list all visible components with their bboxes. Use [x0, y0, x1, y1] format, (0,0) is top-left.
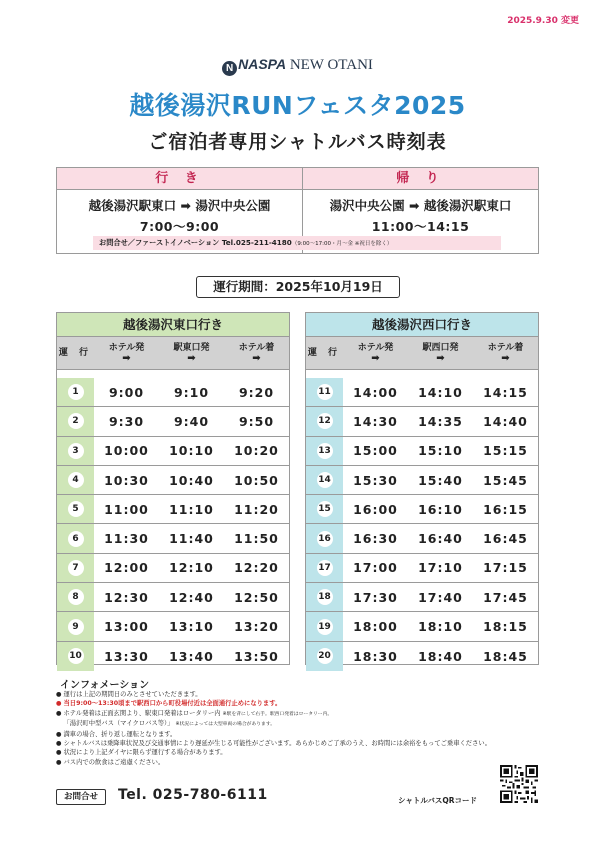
time-cell: 12:50: [234, 589, 279, 605]
table-row: [57, 437, 289, 466]
time-cell: 10:40: [169, 472, 214, 488]
qr-code-icon[interactable]: [500, 765, 538, 803]
col-hotel-arrive: [224, 337, 289, 369]
time-cell: 9:50: [238, 413, 275, 429]
arrow-right-icon: ➡: [187, 353, 196, 364]
bullet-icon: ●: [56, 749, 62, 757]
west-table-header: [306, 337, 538, 370]
col-hotel-depart: [343, 337, 408, 369]
time-cell: 18:30: [353, 648, 398, 664]
time-cell: 9:40: [173, 413, 210, 429]
time-cell: 17:15: [483, 560, 528, 576]
table-row: [57, 612, 289, 641]
table-row: [306, 642, 538, 671]
col-label: ホテル着: [238, 343, 275, 353]
col-label: 駅西口発: [422, 343, 459, 353]
info-text: バス内での飲食はご遠慮ください。: [63, 758, 165, 766]
time-cell: 15:00: [353, 443, 398, 459]
table-row: [57, 495, 289, 524]
operation-period: 運行期間：2025年10月19日: [196, 276, 400, 298]
time-cell: 17:40: [418, 589, 463, 605]
info-text: 「湯沢町中型バス（マイクロバス等）」: [63, 720, 174, 728]
arrow-right-icon: ➡: [501, 353, 510, 364]
col-station-depart: [408, 337, 473, 369]
east-table-body: [57, 378, 289, 671]
table-row: [306, 378, 538, 407]
run-number: 5: [68, 501, 84, 517]
info-item: [56, 758, 556, 767]
time-cell: 12:40: [169, 589, 214, 605]
run-number: 16: [317, 531, 333, 547]
qr-label: シャトルバスQRコード: [398, 796, 477, 805]
run-number: 15: [317, 501, 333, 517]
table-row: [306, 612, 538, 641]
time-cell: 15:45: [483, 472, 528, 488]
time-cell: 13:10: [169, 619, 214, 635]
time-cell: 9:30: [108, 413, 145, 429]
table-row: [57, 554, 289, 583]
run-number: 6: [68, 531, 84, 547]
run-number: 12: [317, 413, 333, 429]
time-cell: 11:30: [104, 531, 149, 547]
bullet-icon: ●: [56, 691, 62, 698]
table-row: [57, 642, 289, 671]
time-cell: 14:10: [418, 384, 463, 400]
time-cell: 13:40: [169, 648, 214, 664]
bullet-icon: ●: [56, 740, 62, 748]
info-text: シャトルバスは乗降車状況及び交通事情により遅延が生じる可能性がございます。あらかじめご了承のうえ、お時間には余裕をもってご乗車ください。: [63, 740, 491, 748]
info-item-closure: [56, 699, 556, 708]
bullet-icon: ●: [56, 758, 62, 766]
col-hotel-depart: [94, 337, 159, 369]
contact-phone[interactable]: Tel. 025-780-6111: [118, 787, 268, 803]
outbound-heading: 行 き: [57, 168, 302, 190]
return-heading: 帰 り: [303, 168, 538, 190]
return-route: 湯沢中央公園 ➡ 越後湯沢駅東口: [329, 198, 512, 213]
time-cell: 18:40: [418, 648, 463, 664]
time-cell: 13:20: [234, 619, 279, 635]
run-number: 8: [68, 589, 84, 605]
run-number: 14: [317, 472, 333, 488]
run-number: 4: [68, 472, 84, 488]
run-number: 18: [317, 589, 333, 605]
time-cell: 16:15: [483, 501, 528, 517]
time-cell: 13:50: [234, 648, 279, 664]
run-number: 3: [68, 443, 84, 459]
time-cell: 14:40: [483, 413, 528, 429]
info-item: [56, 719, 556, 729]
info-text: ホテル発着は正面玄関より、駅東口発着はロータリー内: [63, 709, 221, 717]
run-number: 20: [317, 648, 333, 664]
logo-name: NEW OTANI: [289, 57, 373, 73]
table-row: [57, 466, 289, 495]
time-cell: 15:30: [353, 472, 398, 488]
run-number: 13: [317, 443, 333, 459]
info-note: ※状況によっては大型車両の場合があります。: [175, 722, 276, 728]
time-cell: 18:00: [353, 619, 398, 635]
inquiry-text: お問合せ／ファーストイノベーション Tel.025-211-4180: [99, 238, 292, 247]
table-row: [57, 407, 289, 436]
west-table-body: [306, 378, 538, 671]
time-cell: 15:15: [483, 443, 528, 459]
revision-date: 2025.9.30 変更: [507, 16, 579, 26]
time-cell: 12:10: [169, 560, 214, 576]
time-cell: 11:50: [234, 531, 279, 547]
arrow-right-icon: ➡: [252, 353, 261, 364]
time-cell: 11:10: [169, 501, 214, 517]
bullet-icon: ●: [56, 709, 62, 717]
run-number: 19: [317, 619, 333, 635]
time-cell: 16:45: [483, 531, 528, 547]
info-item: [56, 730, 556, 739]
east-table-title: 越後湯沢東口行き: [57, 313, 289, 337]
table-row: [57, 524, 289, 553]
arrow-right-icon: ➡: [371, 353, 380, 364]
outbound-route: 越後湯沢駅東口 ➡ 湯沢中央公園: [88, 198, 271, 213]
time-cell: 14:00: [353, 384, 398, 400]
run-number: 7: [68, 560, 84, 576]
col-run: 運 行: [307, 348, 342, 358]
time-cell: 16:00: [353, 501, 398, 517]
time-cell: 12:20: [234, 560, 279, 576]
inquiry-strip: [93, 236, 501, 250]
naspa-logo-icon: N: [222, 61, 237, 76]
time-cell: 15:10: [418, 443, 463, 459]
run-number: 17: [317, 560, 333, 576]
time-cell: 18:10: [418, 619, 463, 635]
info-text: 満車の場合、折り返し運転となります。: [63, 730, 177, 738]
info-item: [56, 739, 556, 748]
table-row: [306, 583, 538, 612]
run-number: 10: [68, 648, 84, 664]
bullet-icon: ●: [56, 730, 62, 738]
bullet-icon: ●: [56, 700, 62, 708]
col-run: 運 行: [58, 348, 93, 358]
col-label: ホテル発: [108, 343, 145, 353]
table-row: [306, 407, 538, 436]
time-cell: 12:30: [104, 589, 149, 605]
table-row: [306, 437, 538, 466]
info-list: [56, 690, 556, 767]
arrow-right-icon: ➡: [122, 353, 131, 364]
arrow-right-icon: ➡: [436, 353, 445, 364]
page-subtitle: ご宿泊者専用シャトルバス時刻表: [148, 131, 447, 153]
run-number: 11: [317, 384, 333, 400]
west-exit-timetable: [305, 312, 539, 665]
col-hotel-arrive: [473, 337, 538, 369]
run-number: 9: [68, 619, 84, 635]
table-row: [57, 378, 289, 407]
inquiry-note: （9:00〜17:00・月〜金 ※祝日を除く）: [291, 241, 393, 247]
west-table-title: 越後湯沢西口行き: [306, 313, 538, 337]
info-text: 運行は上記の期間日のみとさせていただきます。: [63, 691, 202, 698]
hotel-logo: [0, 56, 595, 76]
info-heading: インフォメーション: [60, 680, 150, 691]
time-cell: 18:15: [483, 619, 528, 635]
time-cell: 10:50: [234, 472, 279, 488]
time-cell: 17:10: [418, 560, 463, 576]
logo-brand: NASPA: [238, 56, 287, 72]
time-cell: 9:10: [173, 384, 210, 400]
time-cell: 14:35: [418, 413, 463, 429]
time-cell: 14:30: [353, 413, 398, 429]
time-cell: 15:40: [418, 472, 463, 488]
info-item: [56, 690, 556, 699]
time-cell: 17:45: [483, 589, 528, 605]
time-cell: 11:40: [169, 531, 214, 547]
col-label: ホテル着: [487, 343, 524, 353]
time-cell: 13:30: [104, 648, 149, 664]
time-cell: 14:15: [483, 384, 528, 400]
time-cell: 10:10: [169, 443, 214, 459]
info-text: 状況により上記ダイヤに限らず運行する場合があります。: [63, 749, 227, 757]
table-row: [306, 466, 538, 495]
col-label: 駅東口発: [173, 343, 210, 353]
time-cell: 13:00: [104, 619, 149, 635]
time-cell: 17:30: [353, 589, 398, 605]
east-exit-timetable: [56, 312, 290, 665]
table-row: [57, 583, 289, 612]
time-cell: 17:00: [353, 560, 398, 576]
time-cell: 16:10: [418, 501, 463, 517]
time-cell: 11:00: [104, 501, 149, 517]
time-cell: 9:20: [238, 384, 275, 400]
contact-label: お問合せ: [56, 789, 106, 805]
time-cell: 10:00: [104, 443, 149, 459]
time-cell: 18:45: [483, 648, 528, 664]
time-cell: 16:40: [418, 531, 463, 547]
col-label: ホテル発: [357, 343, 394, 353]
table-row: [306, 524, 538, 553]
info-item: [56, 709, 556, 719]
run-number: 1: [68, 384, 84, 400]
info-item: [56, 748, 556, 757]
time-cell: 11:20: [234, 501, 279, 517]
page-title: 越後湯沢RUNフェスタ2025: [129, 91, 466, 120]
time-cell: 12:00: [104, 560, 149, 576]
col-station-depart: [159, 337, 224, 369]
run-number: 2: [68, 413, 84, 429]
info-text: 当日9:00〜13:30頃まで駅西口から町役場付近は全面通行止めになります。: [63, 700, 282, 708]
east-table-header: [57, 337, 289, 370]
time-cell: 10:20: [234, 443, 279, 459]
table-row: [306, 495, 538, 524]
outbound-time: 7:00〜9:00: [139, 219, 220, 234]
time-cell: 16:30: [353, 531, 398, 547]
info-note: ※駅を背にして右手。駅西口発着はロータリー内。: [222, 711, 333, 717]
table-row: [306, 554, 538, 583]
time-cell: 9:00: [108, 384, 145, 400]
time-cell: 10:30: [104, 472, 149, 488]
return-time: 11:00〜14:15: [371, 219, 470, 234]
